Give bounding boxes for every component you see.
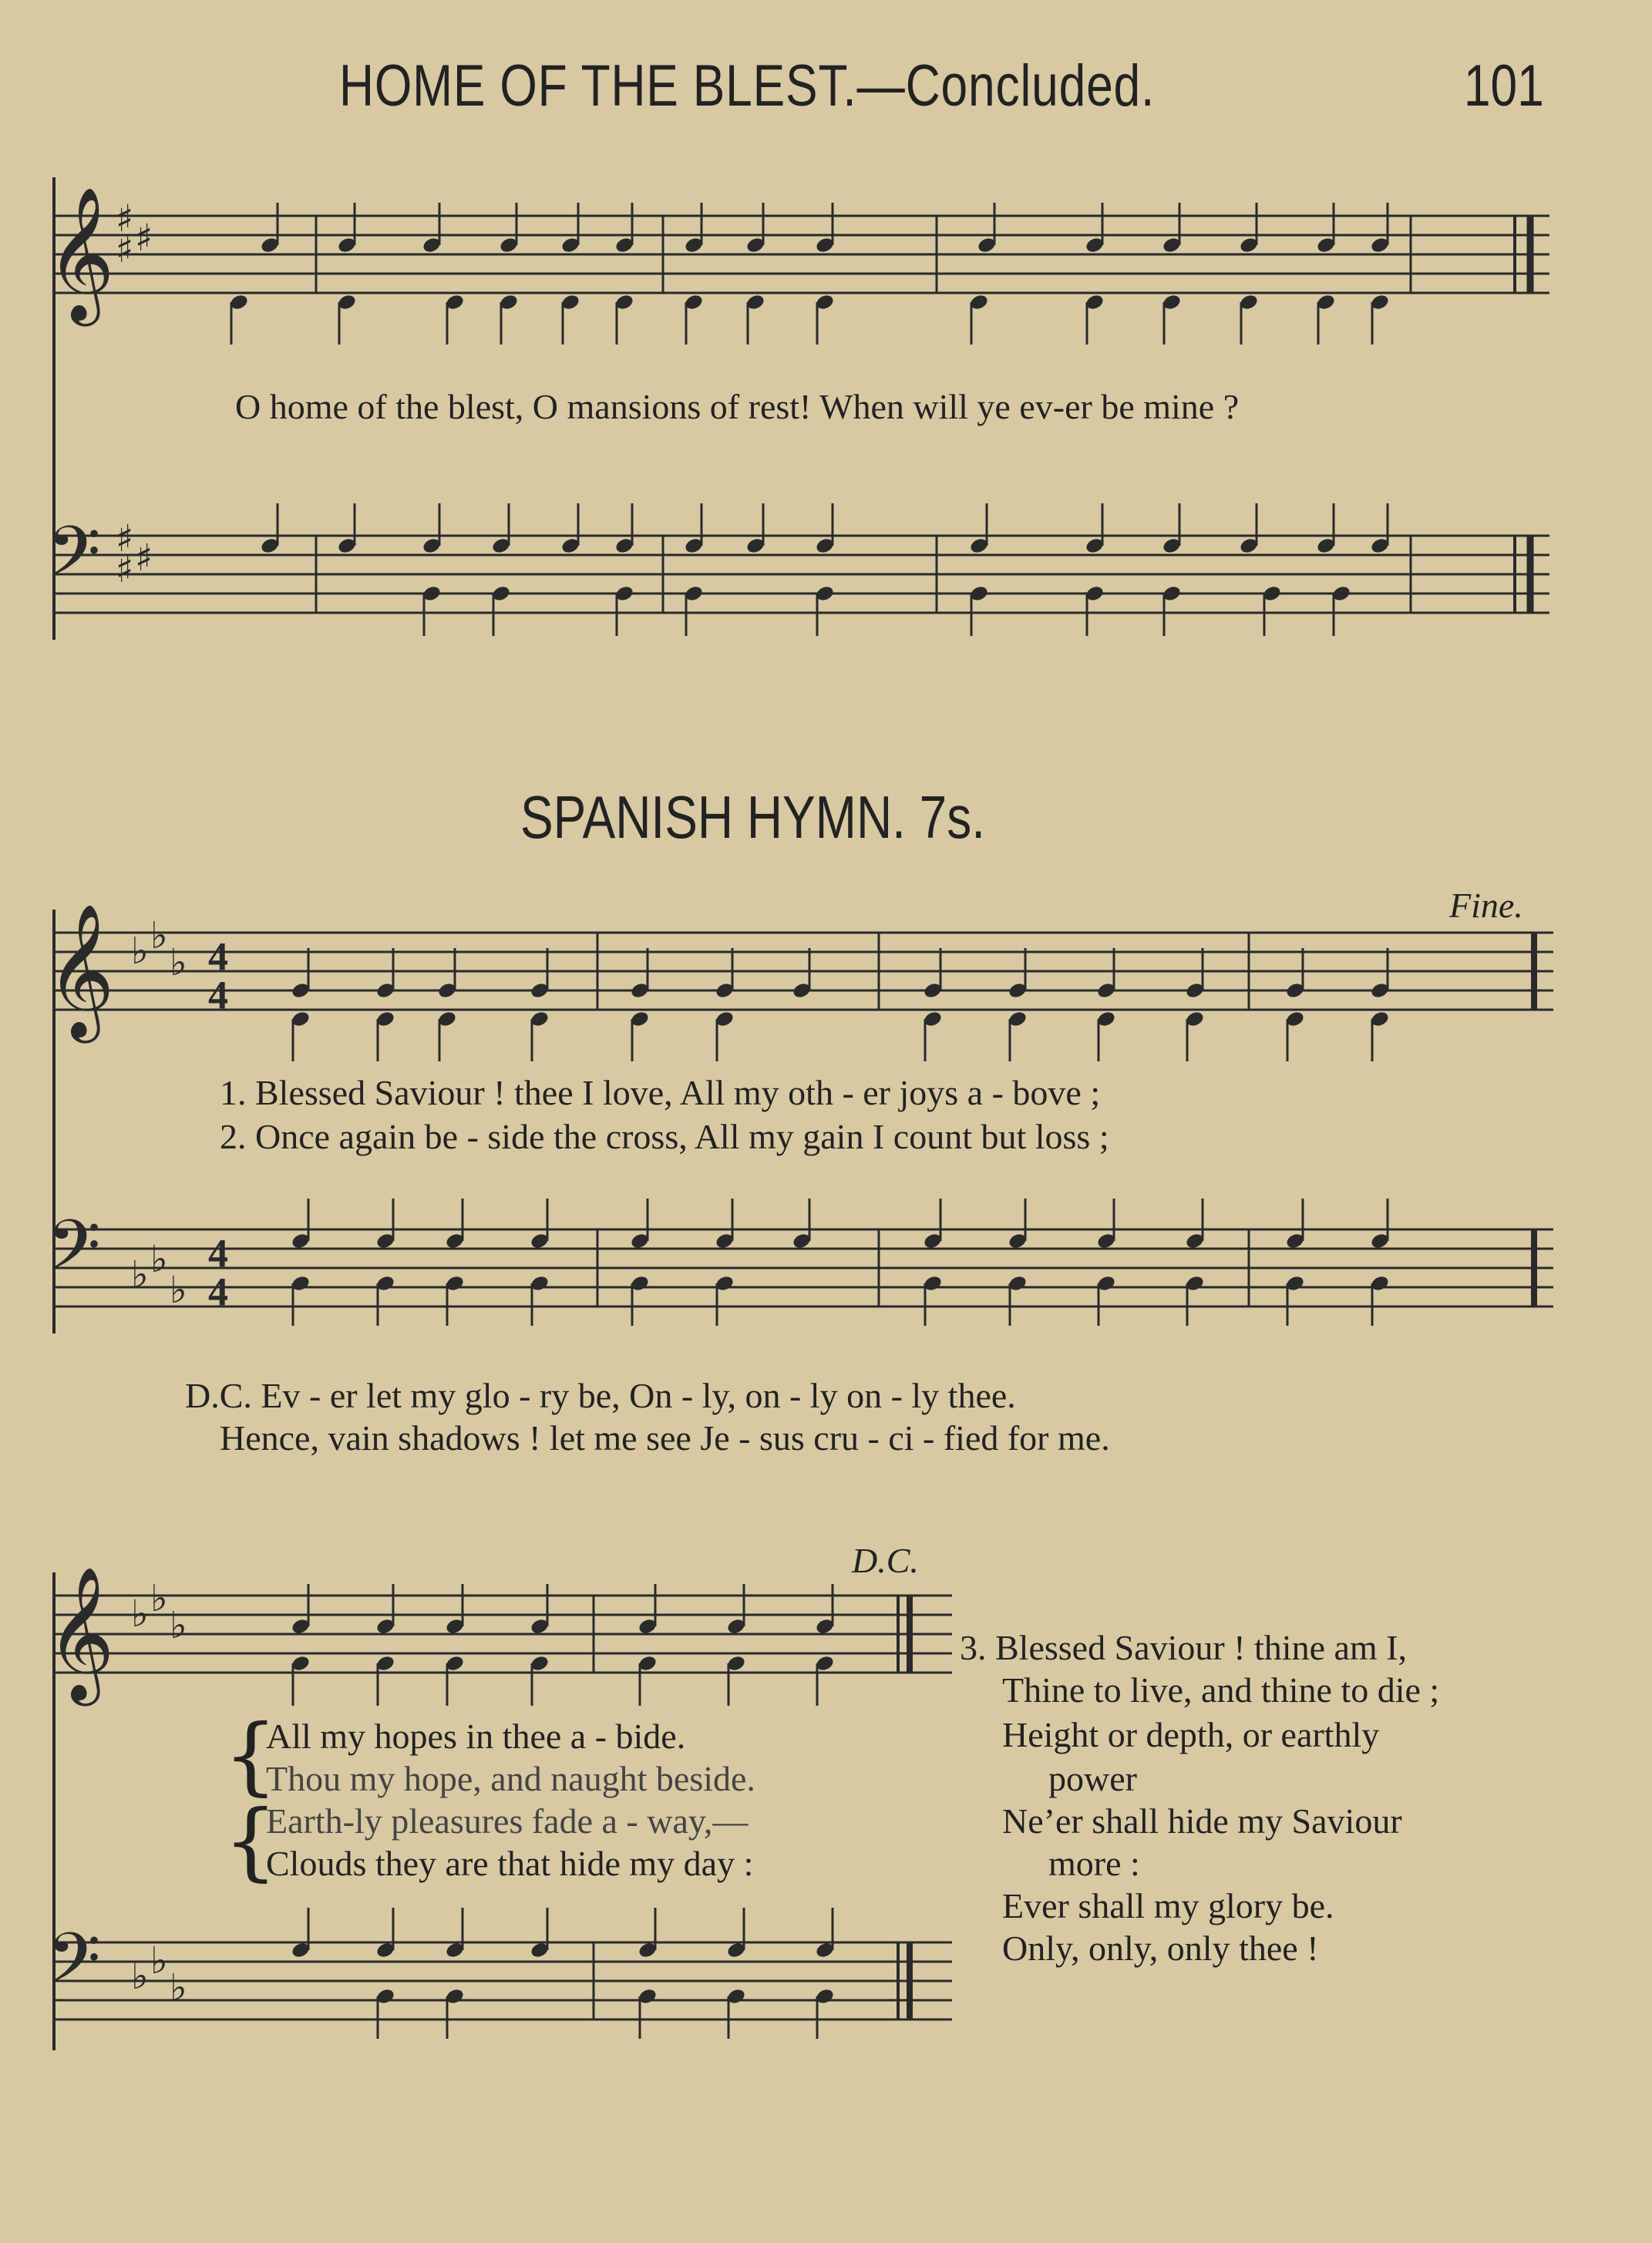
svg-text:4: 4 — [208, 1270, 228, 1314]
page-number: 101 — [1464, 53, 1544, 119]
brace-icon: { — [224, 1706, 278, 1804]
verse3-line: 3. Blessed Saviour ! thine am I, — [960, 1628, 1408, 1667]
dc-marking: D.C. — [852, 1541, 919, 1580]
staff-lines — [54, 1596, 952, 1673]
treble-clef-icon: 𝄞 — [46, 903, 115, 1037]
svg-text:4: 4 — [208, 1232, 228, 1276]
verse3-line: Only, only, only thee ! — [1002, 1929, 1319, 1968]
svg-text:♭: ♭ — [170, 1269, 187, 1312]
svg-text:♯: ♯ — [116, 197, 134, 240]
svg-text:♯: ♯ — [135, 217, 153, 260]
svg-text:♭: ♭ — [150, 1939, 168, 1982]
svg-text:♭: ♭ — [170, 1604, 187, 1647]
hymn-title: SPANISH HYMN. 7s. — [520, 783, 986, 851]
svg-text:♯: ♯ — [116, 228, 134, 271]
verse3-line: Ne’er shall hide my Saviour — [1002, 1801, 1402, 1841]
svg-text:♭: ♭ — [170, 1966, 187, 2009]
svg-text:♭: ♭ — [131, 1592, 149, 1636]
dc-line: D.C. Ev - er let my glo - ry be, On - ly, on - ly on - ly thee. — [185, 1376, 1016, 1415]
verse3-line: power — [1048, 1759, 1137, 1798]
verse1-line: 1. Blessed Saviour ! thee I love, All my oth - er joys a - bove ; — [220, 1073, 1101, 1112]
svg-text:♭: ♭ — [170, 941, 187, 984]
treble-clef-icon: 𝄞 — [46, 1566, 115, 1700]
svg-text:4: 4 — [208, 935, 228, 979]
svg-text:♭: ♭ — [150, 1577, 168, 1620]
staff-lines — [54, 933, 1553, 1010]
fine-marking: Fine. — [1449, 886, 1523, 925]
svg-text:4: 4 — [208, 974, 228, 1017]
treble-clef-icon: 𝄞 — [46, 187, 115, 321]
page-header-title: HOME OF THE BLEST.—Concluded. — [339, 53, 1156, 119]
brace-line: All my hopes in thee a - bide. — [266, 1717, 686, 1756]
brace-line: Clouds they are that hide my day : — [266, 1844, 754, 1883]
lyric-line: O home of the blest, O mansions of rest! When will ye ev-er be mine ? — [235, 387, 1240, 426]
bass-clef-icon: 𝄢 — [46, 1918, 101, 2016]
svg-text:♯: ♯ — [135, 536, 153, 580]
svg-text:♭: ♭ — [131, 930, 149, 973]
brace-line: Thou my hope, and naught beside. — [266, 1759, 755, 1798]
bass-clef-icon: 𝄢 — [46, 511, 101, 610]
verse3-line: Thine to live, and thine to die ; — [1002, 1670, 1440, 1710]
verse3-line: more : — [1048, 1844, 1140, 1883]
verse3-line: Height or depth, or earthly — [1002, 1715, 1380, 1754]
brace-icon: { — [224, 1791, 278, 1890]
svg-text:♯: ♯ — [116, 517, 134, 560]
svg-text:♭: ♭ — [150, 914, 168, 957]
svg-text:♭: ♭ — [131, 1955, 149, 1998]
bass-clef-icon: 𝄢 — [46, 1205, 101, 1303]
lyric-line: Hence, vain shadows ! let me see Je - sus cru - ci - fied for me. — [220, 1418, 1110, 1458]
verse2-line: 2. Once again be - side the cross, All my gain I count but loss ; — [220, 1117, 1109, 1156]
svg-text:♯: ♯ — [116, 548, 134, 591]
svg-text:♭: ♭ — [150, 1238, 168, 1281]
svg-text:♭: ♭ — [131, 1253, 149, 1296]
verse3-line: Ever shall my glory be. — [1002, 1886, 1334, 1925]
brace-line: Earth-ly pleasures fade a - way,— — [266, 1801, 749, 1841]
